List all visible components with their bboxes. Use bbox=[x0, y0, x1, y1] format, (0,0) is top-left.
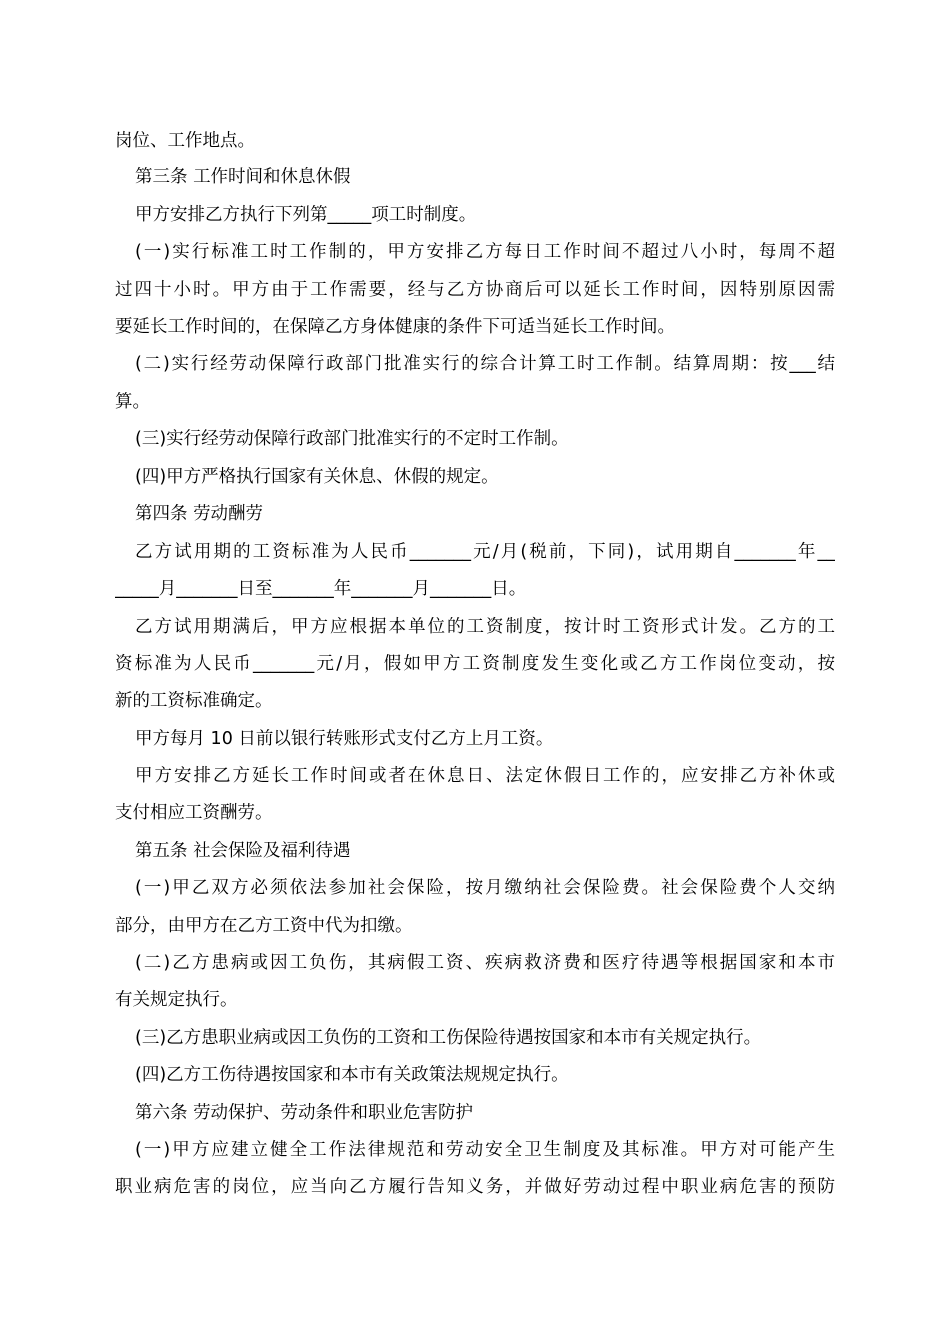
text-line: (四)乙方工伤待遇按国家和本市有关政策法规规定执行。 bbox=[135, 1065, 569, 1085]
text-line: 职业病危害的岗位，应当向乙方履行告知义务，并做好劳动过程中职业病危害的预防 bbox=[115, 1177, 835, 1197]
text-line: 资标准为人民币_______元/月，假如甲方工资制度发生变化或乙方工作岗位变动，按 bbox=[115, 654, 835, 674]
text-line: (一)甲乙双方必须依法参加社会保险，按月缴纳社会保险费。社会保险费个人交纳 bbox=[135, 878, 835, 898]
text-line: 乙方试用期满后，甲方应根据本单位的工资制度，按计时工资形式计发。乙方的工 bbox=[135, 617, 835, 637]
text-line: (三)实行经劳动保障行政部门批准实行的不定时工作制。 bbox=[135, 429, 569, 449]
text-line: 乙方试用期的工资标准为人民币_______元/月(税前，下同)，试用期自_______年__ bbox=[135, 542, 835, 562]
text-line: 有关规定执行。 bbox=[115, 990, 238, 1010]
text-line: 新的工资标准确定。 bbox=[115, 691, 273, 711]
text-line: (三)乙方患职业病或因工负伤的工资和工伤保险待遇按国家和本市有关规定执行。 bbox=[135, 1028, 762, 1048]
section-heading-4: 第四条 劳动酬劳 bbox=[135, 504, 264, 524]
text-line: 支付相应工资酬劳。 bbox=[115, 803, 273, 823]
text-line: 甲方安排乙方延长工作时间或者在休息日、法定休假日工作的，应安排乙方补休或 bbox=[135, 766, 835, 786]
text-line: 部分，由甲方在乙方工资中代为扣缴。 bbox=[115, 916, 413, 936]
text-line: 岗位、工作地点。 bbox=[115, 131, 255, 151]
section-heading-6: 第六条 劳动保护、劳动条件和职业危害防护 bbox=[135, 1103, 474, 1123]
text-line: 要延长工作时间的，在保障乙方身体健康的条件下可适当延长工作时间。 bbox=[115, 317, 675, 337]
text-line: (二)实行经劳动保障行政部门批准实行的综合计算工时工作制。结算周期：按___结 bbox=[135, 354, 835, 374]
text-line: 算。 bbox=[115, 392, 150, 412]
text-line: (一)实行标准工时工作制的，甲方安排乙方每日工作时间不超过八小时，每周不超 bbox=[135, 242, 835, 262]
section-heading-3: 第三条 工作时间和休息休假 bbox=[135, 167, 351, 187]
text-line: _____月_______日至_______年_______月_______日。 bbox=[115, 579, 527, 599]
text-line: (二)乙方患病或因工负伤，其病假工资、疾病救济费和医疗待遇等根据国家和本市 bbox=[135, 953, 835, 973]
text-line: 过四十小时。甲方由于工作需要，经与乙方协商后可以延长工作时间，因特别原因需 bbox=[115, 280, 835, 300]
text-line: (四)甲方严格执行国家有关休息、休假的规定。 bbox=[135, 467, 499, 487]
text-line: (一)甲方应建立健全工作法律规范和劳动安全卫生制度及其标准。甲方对可能产生 bbox=[135, 1140, 835, 1160]
text-line: 甲方安排乙方执行下列第_____项工时制度。 bbox=[135, 205, 477, 225]
section-heading-5: 第五条 社会保险及福利待遇 bbox=[135, 841, 351, 861]
text-line: 甲方每月 10 日前以银行转账形式支付乙方上月工资。 bbox=[135, 729, 554, 749]
